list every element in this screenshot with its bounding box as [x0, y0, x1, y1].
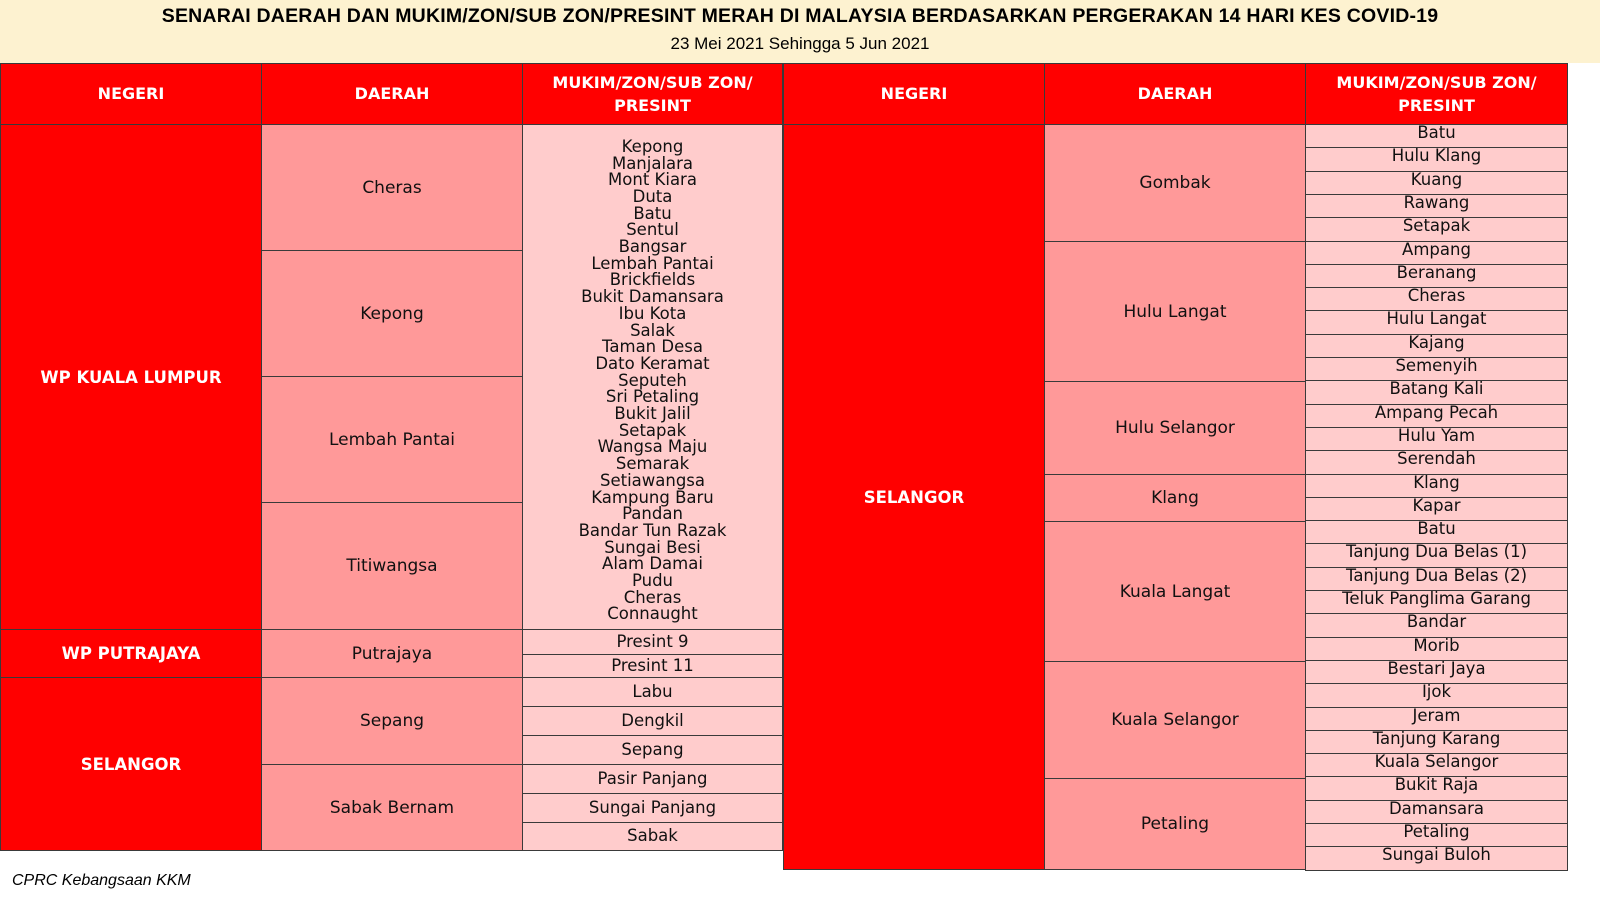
district-klang: Klang [1044, 474, 1306, 522]
selangor-subzone-row: Hulu Yam [1305, 427, 1568, 451]
district-sabak-bernam: Sabak Bernam [261, 764, 523, 851]
kl-subzone-item: Semarak [615, 454, 690, 474]
district-hulu-selangor: Hulu Selangor [1044, 381, 1306, 475]
kl-subzone-item: Batu [633, 203, 672, 223]
selangor-subzone-row: Kapar [1305, 497, 1568, 521]
selangor-subzone-row: Hulu Langat [1305, 310, 1568, 335]
selangor-subzone-row: Rawang [1305, 194, 1568, 218]
kl-subzone-item: Cheras [623, 587, 682, 607]
selangor-subzone-row: Beranang [1305, 264, 1568, 288]
subzone-presint-9: Presint 9 [522, 629, 783, 655]
state-wp-putrajaya: WP PUTRAJAYA [0, 629, 262, 678]
kl-subzone-item: Sungai Besi [604, 537, 701, 557]
selangor-subzone-row: Damansara [1305, 800, 1568, 824]
selangor-subzone-row: Petaling [1305, 823, 1568, 847]
subzone-sepang: Sepang [522, 735, 783, 765]
kl-subzone-item: Brickfields [609, 270, 696, 290]
selangor-subzone-row: Bukit Raja [1305, 776, 1568, 801]
kl-subzone-item: Pudu [631, 571, 674, 591]
header-mukim-left: MUKIM/ZON/SUB ZON/ PRESINT [522, 63, 783, 125]
kl-subzone-item: Kepong [621, 136, 684, 156]
selangor-subzone-row: Ampang Pecah [1305, 404, 1568, 428]
state-selangor-left: SELANGOR [0, 677, 262, 851]
header-negeri-left: NEGERI [0, 63, 262, 125]
selangor-subzone-row: Teluk Panglima Garang [1305, 590, 1568, 614]
kl-subzone-item: Dato Keramat [595, 353, 710, 373]
kl-subzone-item: Mont Kiara [608, 170, 697, 190]
source-note: CPRC Kebangsaan KKM [12, 872, 191, 889]
selangor-subzone-row: Kuang [1305, 171, 1568, 195]
selangor-subzone-row: Batu [1305, 124, 1568, 148]
selangor-subzone-row: Tanjung Dua Belas (1) [1305, 543, 1568, 568]
selangor-subzone-row: Batang Kali [1305, 380, 1568, 405]
district-putrajaya: Putrajaya [261, 629, 523, 678]
district-sepang: Sepang [261, 677, 523, 765]
district-kepong: Kepong [261, 250, 523, 377]
selangor-subzone-row: Tanjung Karang [1305, 730, 1568, 754]
kl-subzone-item: Setiawangsa [599, 470, 706, 490]
selangor-subzone-row: Ampang [1305, 241, 1568, 265]
header-negeri-right: NEGERI [783, 63, 1045, 125]
subzone-pasir-panjang: Pasir Panjang [522, 764, 783, 794]
selangor-subzone-row: Ijok [1305, 683, 1568, 708]
selangor-subzone-row: Tanjung Dua Belas (2) [1305, 567, 1568, 591]
selangor-subzone-row: Morib [1305, 637, 1568, 661]
selangor-subzone-row: Sungai Buloh [1305, 846, 1568, 871]
kl-subzone-item: Sentul [626, 220, 679, 240]
kl-subzone-item: Bandar Tun Razak [578, 520, 727, 540]
header-mukim-right: MUKIM/ZON/SUB ZON/ PRESINT [1305, 63, 1568, 125]
kl-subzone-item: Connaught [607, 604, 698, 624]
kl-subzone-item: Taman Desa [602, 337, 703, 357]
state-selangor-right: SELANGOR [783, 124, 1045, 870]
selangor-subzone-row: Setapak [1305, 217, 1568, 242]
selangor-subzone-row: Bestari Jaya [1305, 660, 1568, 684]
kl-subzone-item: Seputeh [618, 370, 687, 390]
header-daerah-left: DAERAH [261, 63, 523, 125]
selangor-subzone-row: Klang [1305, 474, 1568, 498]
subzone-labu: Labu [522, 677, 783, 707]
kl-subzone-item: Wangsa Maju [597, 437, 708, 457]
kl-subzone-item: Sri Petaling [605, 387, 700, 407]
district-kuala-selangor: Kuala Selangor [1044, 661, 1306, 779]
kl-subzone-item: Pandan [622, 504, 683, 524]
kl-subzone-item: Salak [630, 320, 675, 340]
kl-subzone-item: Lembah Pantai [591, 253, 714, 273]
subzone-dengkil: Dengkil [522, 706, 783, 736]
state-wp-kuala-lumpur: WP KUALA LUMPUR [0, 124, 262, 630]
subzone-sungai-panjang: Sungai Panjang [522, 793, 783, 823]
district-kuala-langat: Kuala Langat [1044, 521, 1306, 662]
selangor-subzone-row: Jeram [1305, 707, 1568, 731]
district-lembah-pantai: Lembah Pantai [261, 376, 523, 503]
selangor-subzone-row: Kuala Selangor [1305, 753, 1568, 777]
selangor-subzone-row: Bandar [1305, 613, 1568, 638]
kl-subzone-item: Setapak [618, 420, 687, 440]
kl-subzone-item: Kampung Baru [591, 487, 714, 507]
district-petaling: Petaling [1044, 778, 1306, 870]
subzone-presint-11: Presint 11 [522, 654, 783, 678]
selangor-subzone-row: Kajang [1305, 334, 1568, 358]
kl-subzone-item: Duta [632, 186, 673, 206]
district-hulu-langat: Hulu Langat [1044, 241, 1306, 382]
selangor-subzone-row: Cheras [1305, 287, 1568, 311]
kl-subzone-item: Alam Damai [602, 554, 703, 574]
date-range: 23 Mei 2021 Sehingga 5 Jun 2021 [670, 34, 930, 53]
kl-subzone-item: Bangsar [618, 237, 687, 257]
selangor-subzone-row: Batu [1305, 520, 1568, 544]
kl-subzone-item: Manjalara [611, 153, 694, 173]
selangor-subzone-row: Semenyih [1305, 357, 1568, 381]
kl-subzone-item: Bukit Damansara [581, 287, 724, 307]
header-daerah-right: DAERAH [1044, 63, 1306, 125]
kl-subzone-list [522, 124, 783, 630]
kl-subzone-item: Ibu Kota [618, 303, 687, 323]
district-titiwangsa: Titiwangsa [261, 502, 523, 630]
district-cheras: Cheras [261, 124, 523, 251]
district-gombak: Gombak [1044, 124, 1306, 242]
kl-subzone-item: Bukit Jalil [614, 404, 691, 424]
selangor-subzone-row: Serendah [1305, 450, 1568, 475]
page-title: SENARAI DAERAH DAN MUKIM/ZON/SUB ZON/PRESINT MERAH DI MALAYSIA BERDASARKAN PERGERAKAN 14 HARI KES COVID-19 [161, 5, 1439, 27]
subzone-sabak: Sabak [522, 822, 783, 851]
selangor-subzone-row: Hulu Klang [1305, 147, 1568, 172]
